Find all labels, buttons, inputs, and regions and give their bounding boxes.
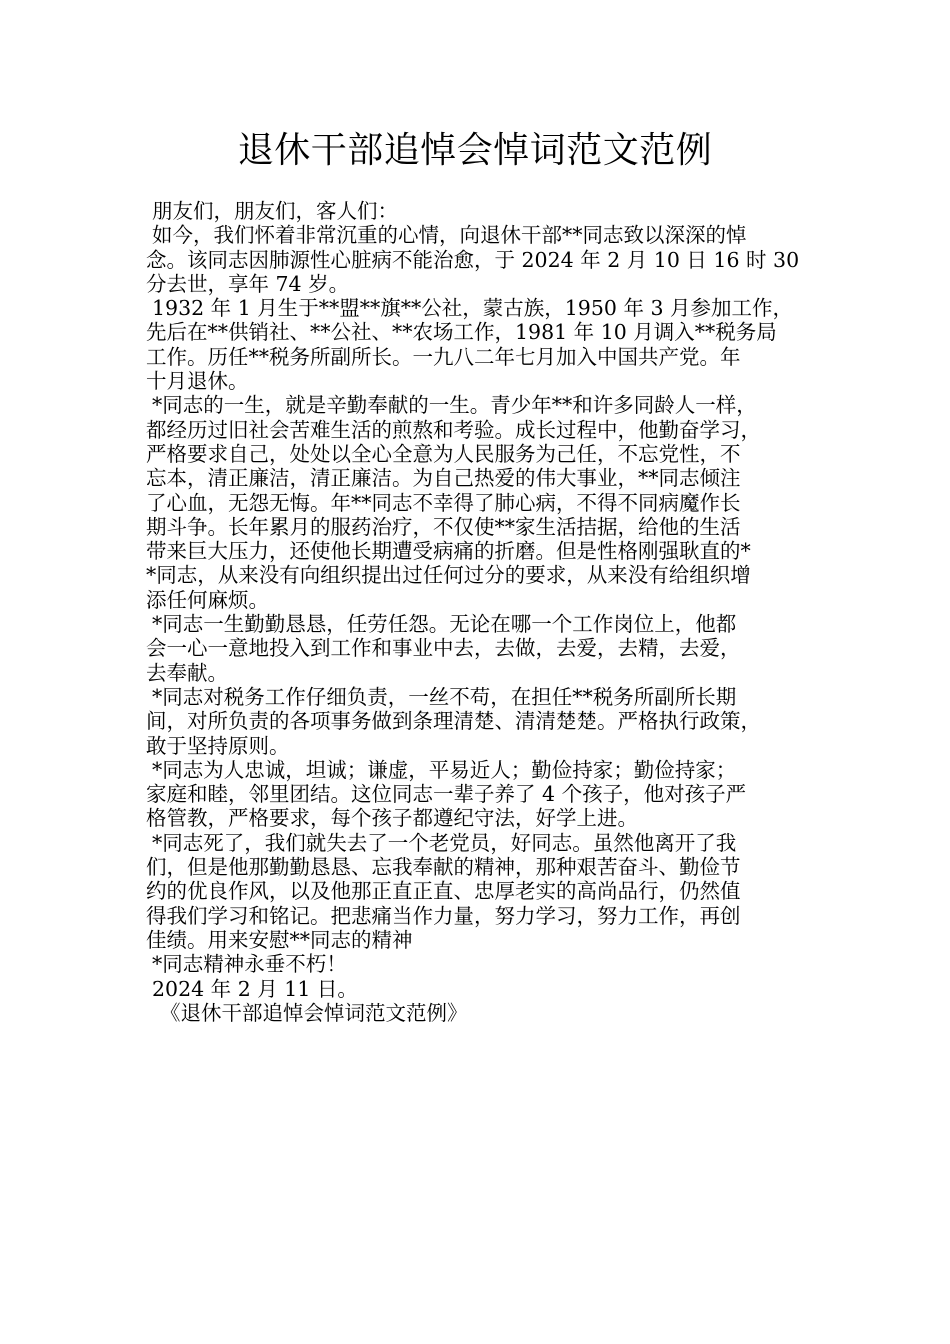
body-line: 念。该同志因肺源性心脏病不能治愈，于 2024 年 2 月 10 日 16 时 30 [146,247,800,272]
body-line: 格管教，严格要求，每个孩子都遵纪守法，好学上进。 [146,806,638,831]
body-line: 们，但是他那勤勤恳恳、忘我奉献的精神，那种艰苦奋斗、勤俭节 [146,855,741,880]
body-line: 会一心一意地投入到工作和事业中去，去做，去爱，去精，去爱， [146,636,741,661]
body-line: 忘本，清正廉洁，清正廉洁。为自己热爱的伟大事业，**同志倾注 [146,466,741,491]
body-line: *同志，从来没有向组织提出过任何过分的要求，从来没有给组织增 [146,563,751,588]
body-line: 添任何麻烦。 [146,587,269,612]
body-line: 了心血，无怨无悔。年**同志不幸得了肺心病，不得不同病魔作长 [146,490,741,515]
body-line: 间，对所负责的各项事务做到条理清楚、清清楚楚。严格执行政策， [146,709,761,734]
body-line: 得我们学习和铭记。把悲痛当作力量，努力学习，努力工作，再创 [146,903,741,928]
body-line: *同志为人忠诚，坦诚；谦虚，平易近人；勤俭持家；勤俭持家； [152,757,737,782]
body-line: 朋友们，朋友们，客人们： [152,199,398,223]
body-line: 2024 年 2 月 11 日。 [152,976,358,1001]
body-line: 分去世，享年 74 岁。 [146,271,350,296]
body-line: 如今，我们怀着非常沉重的心情，向退休干部**同志致以深深的悼 [152,223,747,248]
document-body [146,199,822,1025]
document-title: 退休干部追悼会悼词范文范例 [237,130,713,171]
body-line: 严格要求自己，处处以全心全意为人民服务为己任，不忘党性，不 [146,441,741,466]
body-line: *同志一生勤勤恳恳，任劳任怨。无论在哪一个工作岗位上，他都 [152,612,737,637]
body-line: 期斗争。长年累月的服药治疗，不仅使**家生活拮据，给他的生活 [146,514,741,539]
body-line: 佳绩。用来安慰**同志的精神 [146,927,413,952]
body-line: 《退休干部追悼会悼词范文范例》 [160,1000,468,1025]
body-line: 去奉献。 [146,660,228,685]
body-line: *同志对税务工作仔细负责，一丝不苟，在担任**税务所副所长期 [152,684,737,709]
body-line: 先后在**供销社、**公社、**农场工作，1981 年 10 月调入**税务局 [146,320,777,345]
body-line: *同志的一生，就是辛勤奉献的一生。青少年**和许多同龄人一样， [152,393,757,418]
body-line: 十月退休。 [146,369,249,394]
body-line: *同志精神永垂不朽！ [152,952,347,977]
body-line: 约的优良作风，以及他那正直正直、忠厚老实的高尚品行，仍然值 [146,879,741,904]
body-line: 1932 年 1 月生于**盟**旗**公社，蒙古族，1950 年 3 月参加工作， [152,296,794,321]
body-line: *同志死了，我们就失去了一个老党员，好同志。虽然他离开了我 [152,830,737,855]
body-line: 家庭和睦，邻里团结。这位同志一辈子养了 4 个孩子，他对孩子严 [146,782,747,807]
body-line: 敢于坚持原则。 [146,733,290,758]
body-line: 工作。历任**税务所副所长。一九八二年七月加入中国共产党。年 [146,344,741,369]
body-line: 带来巨大压力，还使他长期遭受病痛的折磨。但是性格刚强耿直的* [146,539,751,564]
body-line: 都经历过旧社会苦难生活的煎熬和考验。成长过程中，他勤奋学习， [146,417,761,442]
